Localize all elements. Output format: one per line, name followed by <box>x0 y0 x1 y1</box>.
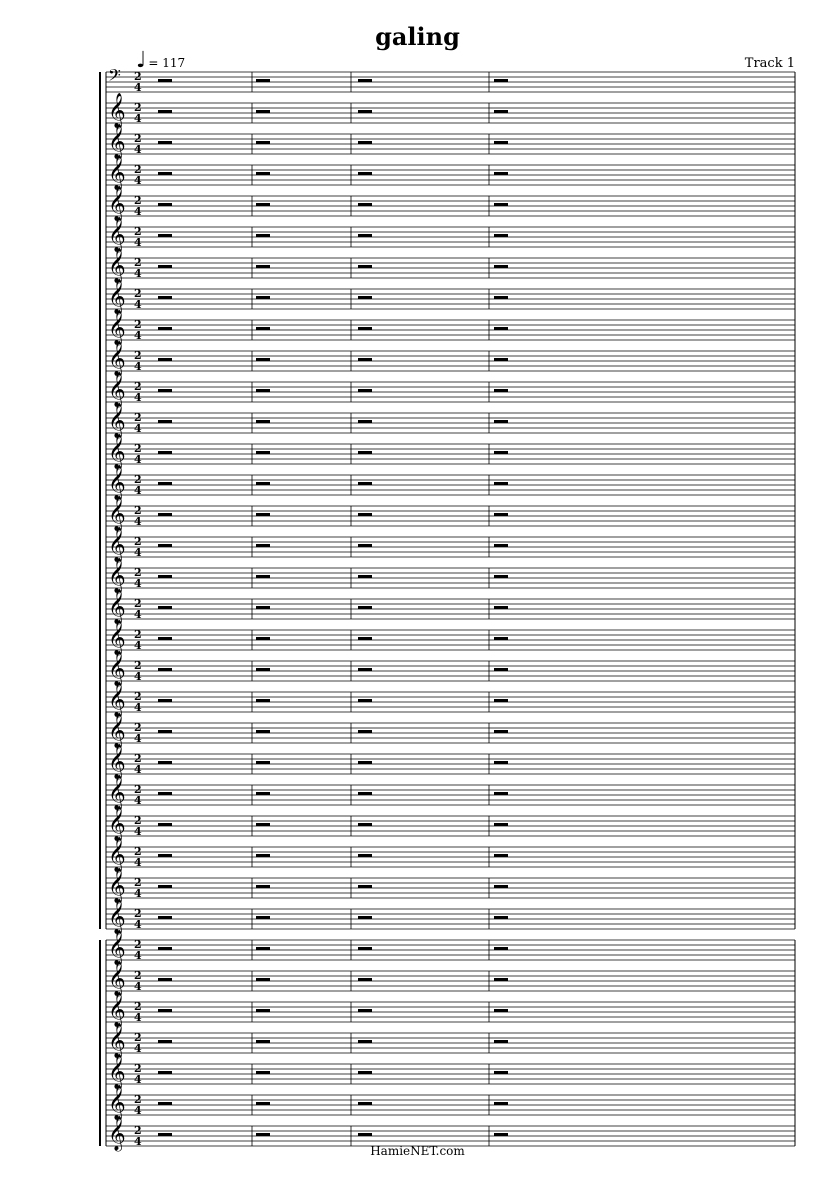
treble-clef-icon: 𝄞 <box>108 403 126 438</box>
treble-clef-icon: 𝄞 <box>108 496 126 531</box>
time-signature-numerator: 2 <box>134 132 142 145</box>
half-rest-icon <box>256 761 270 764</box>
time-signature-numerator: 2 <box>134 411 142 424</box>
half-rest-icon <box>494 823 508 826</box>
treble-clef-icon: 𝄞 <box>108 372 126 407</box>
half-rest-icon <box>494 389 508 392</box>
half-rest-icon <box>158 637 172 640</box>
half-rest-icon <box>256 544 270 547</box>
time-signature-numerator: 2 <box>134 690 142 703</box>
half-rest-icon <box>494 792 508 795</box>
track-label: Track 1 <box>744 56 795 71</box>
half-rest-icon <box>494 1040 508 1043</box>
half-rest-icon <box>158 1009 172 1012</box>
half-rest-icon <box>494 978 508 981</box>
time-signature-numerator: 2 <box>134 194 142 207</box>
time-signature-denominator: 4 <box>134 670 142 683</box>
time-signature-numerator: 2 <box>134 752 142 765</box>
half-rest-icon <box>494 358 508 361</box>
treble-clef-icon: 𝄞 <box>108 248 126 283</box>
time-signature-denominator: 4 <box>134 174 142 187</box>
treble-clef-icon: 𝄞 <box>108 744 126 779</box>
half-rest-icon <box>358 544 372 547</box>
half-rest-icon <box>256 420 270 423</box>
half-rest-icon <box>256 1133 270 1136</box>
time-signature-denominator: 4 <box>134 980 142 993</box>
half-rest-icon <box>256 947 270 950</box>
tempo-marking <box>136 48 186 73</box>
treble-clef-icon: 𝄞 <box>108 1054 126 1089</box>
half-rest-icon <box>256 203 270 206</box>
half-rest-icon <box>158 203 172 206</box>
time-signature-numerator: 2 <box>134 659 142 672</box>
treble-clef-icon: 𝄞 <box>108 589 126 624</box>
half-rest-icon <box>358 947 372 950</box>
time-signature-denominator: 4 <box>134 1042 142 1055</box>
half-rest-icon <box>494 327 508 330</box>
half-rest-icon <box>158 110 172 113</box>
time-signature-numerator: 2 <box>134 721 142 734</box>
half-rest-icon <box>158 823 172 826</box>
treble-clef-icon: 𝄞 <box>108 620 126 655</box>
half-rest-icon <box>158 668 172 671</box>
half-rest-icon <box>494 296 508 299</box>
half-rest-icon <box>358 296 372 299</box>
time-signature-numerator: 2 <box>134 163 142 176</box>
half-rest-icon <box>256 699 270 702</box>
half-rest-icon <box>494 1102 508 1105</box>
half-rest-icon <box>358 389 372 392</box>
half-rest-icon <box>358 854 372 857</box>
half-rest-icon <box>256 606 270 609</box>
treble-clef-icon: 𝄞 <box>108 682 126 717</box>
half-rest-icon <box>256 575 270 578</box>
half-rest-icon <box>158 296 172 299</box>
time-signature-denominator: 4 <box>134 112 142 125</box>
time-signature-numerator: 2 <box>134 1062 142 1075</box>
time-signature-numerator: 2 <box>134 628 142 641</box>
half-rest-icon <box>358 885 372 888</box>
treble-clef-icon: 𝄞 <box>108 1085 126 1120</box>
treble-clef-icon: 𝄞 <box>108 434 126 469</box>
half-rest-icon <box>256 1071 270 1074</box>
half-rest-icon <box>158 730 172 733</box>
time-signature-denominator: 4 <box>134 763 142 776</box>
time-signature-denominator: 4 <box>134 1073 142 1086</box>
treble-clef-icon: 𝄞 <box>108 186 126 221</box>
half-rest-icon <box>158 699 172 702</box>
half-rest-icon <box>256 513 270 516</box>
treble-clef-icon: 𝄞 <box>108 93 126 128</box>
half-rest-icon <box>158 1071 172 1074</box>
half-rest-icon <box>358 482 372 485</box>
treble-clef-icon: 𝄞 <box>108 806 126 841</box>
treble-clef-icon: 𝄞 <box>108 961 126 996</box>
treble-clef-icon: 𝄞 <box>108 217 126 252</box>
half-rest-icon <box>358 916 372 919</box>
half-rest-icon <box>494 1009 508 1012</box>
half-rest-icon <box>358 327 372 330</box>
time-signature-denominator: 4 <box>134 732 142 745</box>
half-rest-icon <box>358 1071 372 1074</box>
time-signature-numerator: 2 <box>134 1093 142 1106</box>
time-signature-denominator: 4 <box>134 608 142 621</box>
half-rest-icon <box>256 637 270 640</box>
half-rest-icon <box>256 792 270 795</box>
time-signature-denominator: 4 <box>134 143 142 156</box>
half-rest-icon <box>256 358 270 361</box>
time-signature-denominator: 4 <box>134 794 142 807</box>
time-signature-denominator: 4 <box>134 391 142 404</box>
time-signature-denominator: 4 <box>134 856 142 869</box>
half-rest-icon <box>358 265 372 268</box>
half-rest-icon <box>358 451 372 454</box>
treble-clef-icon: 𝄞 <box>108 558 126 593</box>
half-rest-icon <box>158 358 172 361</box>
half-rest-icon <box>256 730 270 733</box>
time-signature-denominator: 4 <box>134 515 142 528</box>
time-signature-numerator: 2 <box>134 380 142 393</box>
time-signature-denominator: 4 <box>134 329 142 342</box>
half-rest-icon <box>494 668 508 671</box>
treble-clef-icon: 𝄞 <box>108 279 126 314</box>
half-rest-icon <box>256 79 270 82</box>
half-rest-icon <box>494 1071 508 1074</box>
half-rest-icon <box>358 203 372 206</box>
treble-clef-icon: 𝄞 <box>108 713 126 748</box>
half-rest-icon <box>158 916 172 919</box>
half-rest-icon <box>494 854 508 857</box>
half-rest-icon <box>358 1102 372 1105</box>
half-rest-icon <box>256 265 270 268</box>
half-rest-icon <box>494 203 508 206</box>
treble-clef-icon: 𝄞 <box>108 1116 126 1151</box>
time-signature-numerator: 2 <box>134 1000 142 1013</box>
half-rest-icon <box>494 1133 508 1136</box>
half-rest-icon <box>256 978 270 981</box>
half-rest-icon <box>256 1040 270 1043</box>
time-signature-numerator: 2 <box>134 473 142 486</box>
time-signature-numerator: 2 <box>134 318 142 331</box>
half-rest-icon <box>158 947 172 950</box>
treble-clef-icon: 𝄞 <box>108 155 126 190</box>
time-signature-denominator: 4 <box>134 639 142 652</box>
treble-clef-icon: 𝄞 <box>108 310 126 345</box>
half-rest-icon <box>494 699 508 702</box>
half-rest-icon <box>358 730 372 733</box>
half-rest-icon <box>158 1102 172 1105</box>
treble-clef-icon: 𝄞 <box>108 837 126 872</box>
half-rest-icon <box>358 699 372 702</box>
half-rest-icon <box>158 234 172 237</box>
time-signature-numerator: 2 <box>134 566 142 579</box>
treble-clef-icon: 𝄞 <box>108 899 126 934</box>
time-signature-numerator: 2 <box>134 504 142 517</box>
half-rest-icon <box>158 1040 172 1043</box>
half-rest-icon <box>256 451 270 454</box>
half-rest-icon <box>256 389 270 392</box>
half-rest-icon <box>358 513 372 516</box>
piece-title: galing <box>375 22 460 51</box>
half-rest-icon <box>158 327 172 330</box>
half-rest-icon <box>358 761 372 764</box>
time-signature-numerator: 2 <box>134 938 142 951</box>
half-rest-icon <box>158 761 172 764</box>
half-rest-icon <box>358 575 372 578</box>
half-rest-icon <box>494 234 508 237</box>
time-signature-denominator: 4 <box>134 701 142 714</box>
quarter-note-icon: ♩ <box>136 48 147 73</box>
half-rest-icon <box>494 110 508 113</box>
time-signature-denominator: 4 <box>134 298 142 311</box>
half-rest-icon <box>358 1009 372 1012</box>
time-signature-denominator: 4 <box>134 949 142 962</box>
half-rest-icon <box>358 172 372 175</box>
time-signature-numerator: 2 <box>134 876 142 889</box>
half-rest-icon <box>494 451 508 454</box>
half-rest-icon <box>494 265 508 268</box>
half-rest-icon <box>256 296 270 299</box>
half-rest-icon <box>158 792 172 795</box>
half-rest-icon <box>358 606 372 609</box>
bass-clef-icon: 𝄢 <box>108 65 121 89</box>
time-signature-denominator: 4 <box>134 887 142 900</box>
time-signature-numerator: 2 <box>134 256 142 269</box>
time-signature-denominator: 4 <box>134 236 142 249</box>
half-rest-icon <box>494 141 508 144</box>
half-rest-icon <box>158 451 172 454</box>
half-rest-icon <box>256 1009 270 1012</box>
treble-clef-icon: 𝄞 <box>108 868 126 903</box>
half-rest-icon <box>494 544 508 547</box>
half-rest-icon <box>358 141 372 144</box>
half-rest-icon <box>358 1133 372 1136</box>
half-rest-icon <box>256 482 270 485</box>
treble-clef-icon: 𝄞 <box>108 775 126 810</box>
time-signature-numerator: 2 <box>134 845 142 858</box>
time-signature-denominator: 4 <box>134 1104 142 1117</box>
half-rest-icon <box>158 885 172 888</box>
time-signature-numerator: 2 <box>134 597 142 610</box>
treble-clef-icon: 𝄞 <box>108 1023 126 1058</box>
half-rest-icon <box>256 885 270 888</box>
half-rest-icon <box>158 420 172 423</box>
treble-clef-icon: 𝄞 <box>108 465 126 500</box>
half-rest-icon <box>494 575 508 578</box>
time-signature-numerator: 2 <box>134 969 142 982</box>
half-rest-icon <box>256 327 270 330</box>
half-rest-icon <box>256 854 270 857</box>
half-rest-icon <box>158 79 172 82</box>
half-rest-icon <box>358 1040 372 1043</box>
half-rest-icon <box>158 513 172 516</box>
time-signature-numerator: 2 <box>134 287 142 300</box>
half-rest-icon <box>358 79 372 82</box>
half-rest-icon <box>494 730 508 733</box>
half-rest-icon <box>256 141 270 144</box>
half-rest-icon <box>494 172 508 175</box>
time-signature-denominator: 4 <box>134 205 142 218</box>
time-signature-numerator: 2 <box>134 907 142 920</box>
half-rest-icon <box>256 1102 270 1105</box>
half-rest-icon <box>358 978 372 981</box>
half-rest-icon <box>158 482 172 485</box>
half-rest-icon <box>158 389 172 392</box>
treble-clef-icon: 𝄞 <box>108 124 126 159</box>
half-rest-icon <box>358 637 372 640</box>
half-rest-icon <box>358 420 372 423</box>
time-signature-numerator: 2 <box>134 225 142 238</box>
half-rest-icon <box>494 885 508 888</box>
time-signature-denominator: 4 <box>134 81 142 94</box>
treble-clef-icon: 𝄞 <box>108 930 126 965</box>
half-rest-icon <box>256 916 270 919</box>
time-signature-denominator: 4 <box>134 825 142 838</box>
half-rest-icon <box>158 544 172 547</box>
half-rest-icon <box>158 575 172 578</box>
half-rest-icon <box>158 172 172 175</box>
half-rest-icon <box>158 854 172 857</box>
time-signature-denominator: 4 <box>134 1011 142 1024</box>
half-rest-icon <box>158 978 172 981</box>
half-rest-icon <box>494 513 508 516</box>
time-signature-denominator: 4 <box>134 484 142 497</box>
time-signature-numerator: 2 <box>134 535 142 548</box>
time-signature-denominator: 4 <box>134 422 142 435</box>
half-rest-icon <box>358 668 372 671</box>
half-rest-icon <box>494 482 508 485</box>
time-signature-numerator: 2 <box>134 814 142 827</box>
half-rest-icon <box>358 823 372 826</box>
treble-clef-icon: 𝄞 <box>108 992 126 1027</box>
time-signature-numerator: 2 <box>134 70 142 83</box>
time-signature-denominator: 4 <box>134 267 142 280</box>
half-rest-icon <box>358 358 372 361</box>
half-rest-icon <box>494 79 508 82</box>
time-signature-numerator: 2 <box>134 1031 142 1044</box>
treble-clef-icon: 𝄞 <box>108 341 126 376</box>
half-rest-icon <box>158 265 172 268</box>
time-signature-numerator: 2 <box>134 442 142 455</box>
time-signature-denominator: 4 <box>134 577 142 590</box>
treble-clef-icon: 𝄞 <box>108 527 126 562</box>
half-rest-icon <box>256 668 270 671</box>
half-rest-icon <box>494 606 508 609</box>
half-rest-icon <box>256 110 270 113</box>
half-rest-icon <box>494 947 508 950</box>
time-signature-denominator: 4 <box>134 918 142 931</box>
time-signature-denominator: 4 <box>134 453 142 466</box>
half-rest-icon <box>358 792 372 795</box>
half-rest-icon <box>158 141 172 144</box>
footer-credit: HamieNET.com <box>370 1144 465 1158</box>
treble-clef-icon: 𝄞 <box>108 651 126 686</box>
half-rest-icon <box>256 823 270 826</box>
half-rest-icon <box>256 172 270 175</box>
time-signature-denominator: 4 <box>134 546 142 559</box>
half-rest-icon <box>358 234 372 237</box>
half-rest-icon <box>494 761 508 764</box>
half-rest-icon <box>494 637 508 640</box>
half-rest-icon <box>256 234 270 237</box>
time-signature-numerator: 2 <box>134 101 142 114</box>
time-signature-numerator: 2 <box>134 349 142 362</box>
time-signature-numerator: 2 <box>134 1124 142 1137</box>
time-signature-denominator: 4 <box>134 1135 142 1148</box>
half-rest-icon <box>494 916 508 919</box>
tempo-value: = 117 <box>148 56 186 70</box>
half-rest-icon <box>494 420 508 423</box>
time-signature-denominator: 4 <box>134 360 142 373</box>
half-rest-icon <box>358 110 372 113</box>
time-signature-numerator: 2 <box>134 783 142 796</box>
half-rest-icon <box>158 1133 172 1136</box>
half-rest-icon <box>158 606 172 609</box>
